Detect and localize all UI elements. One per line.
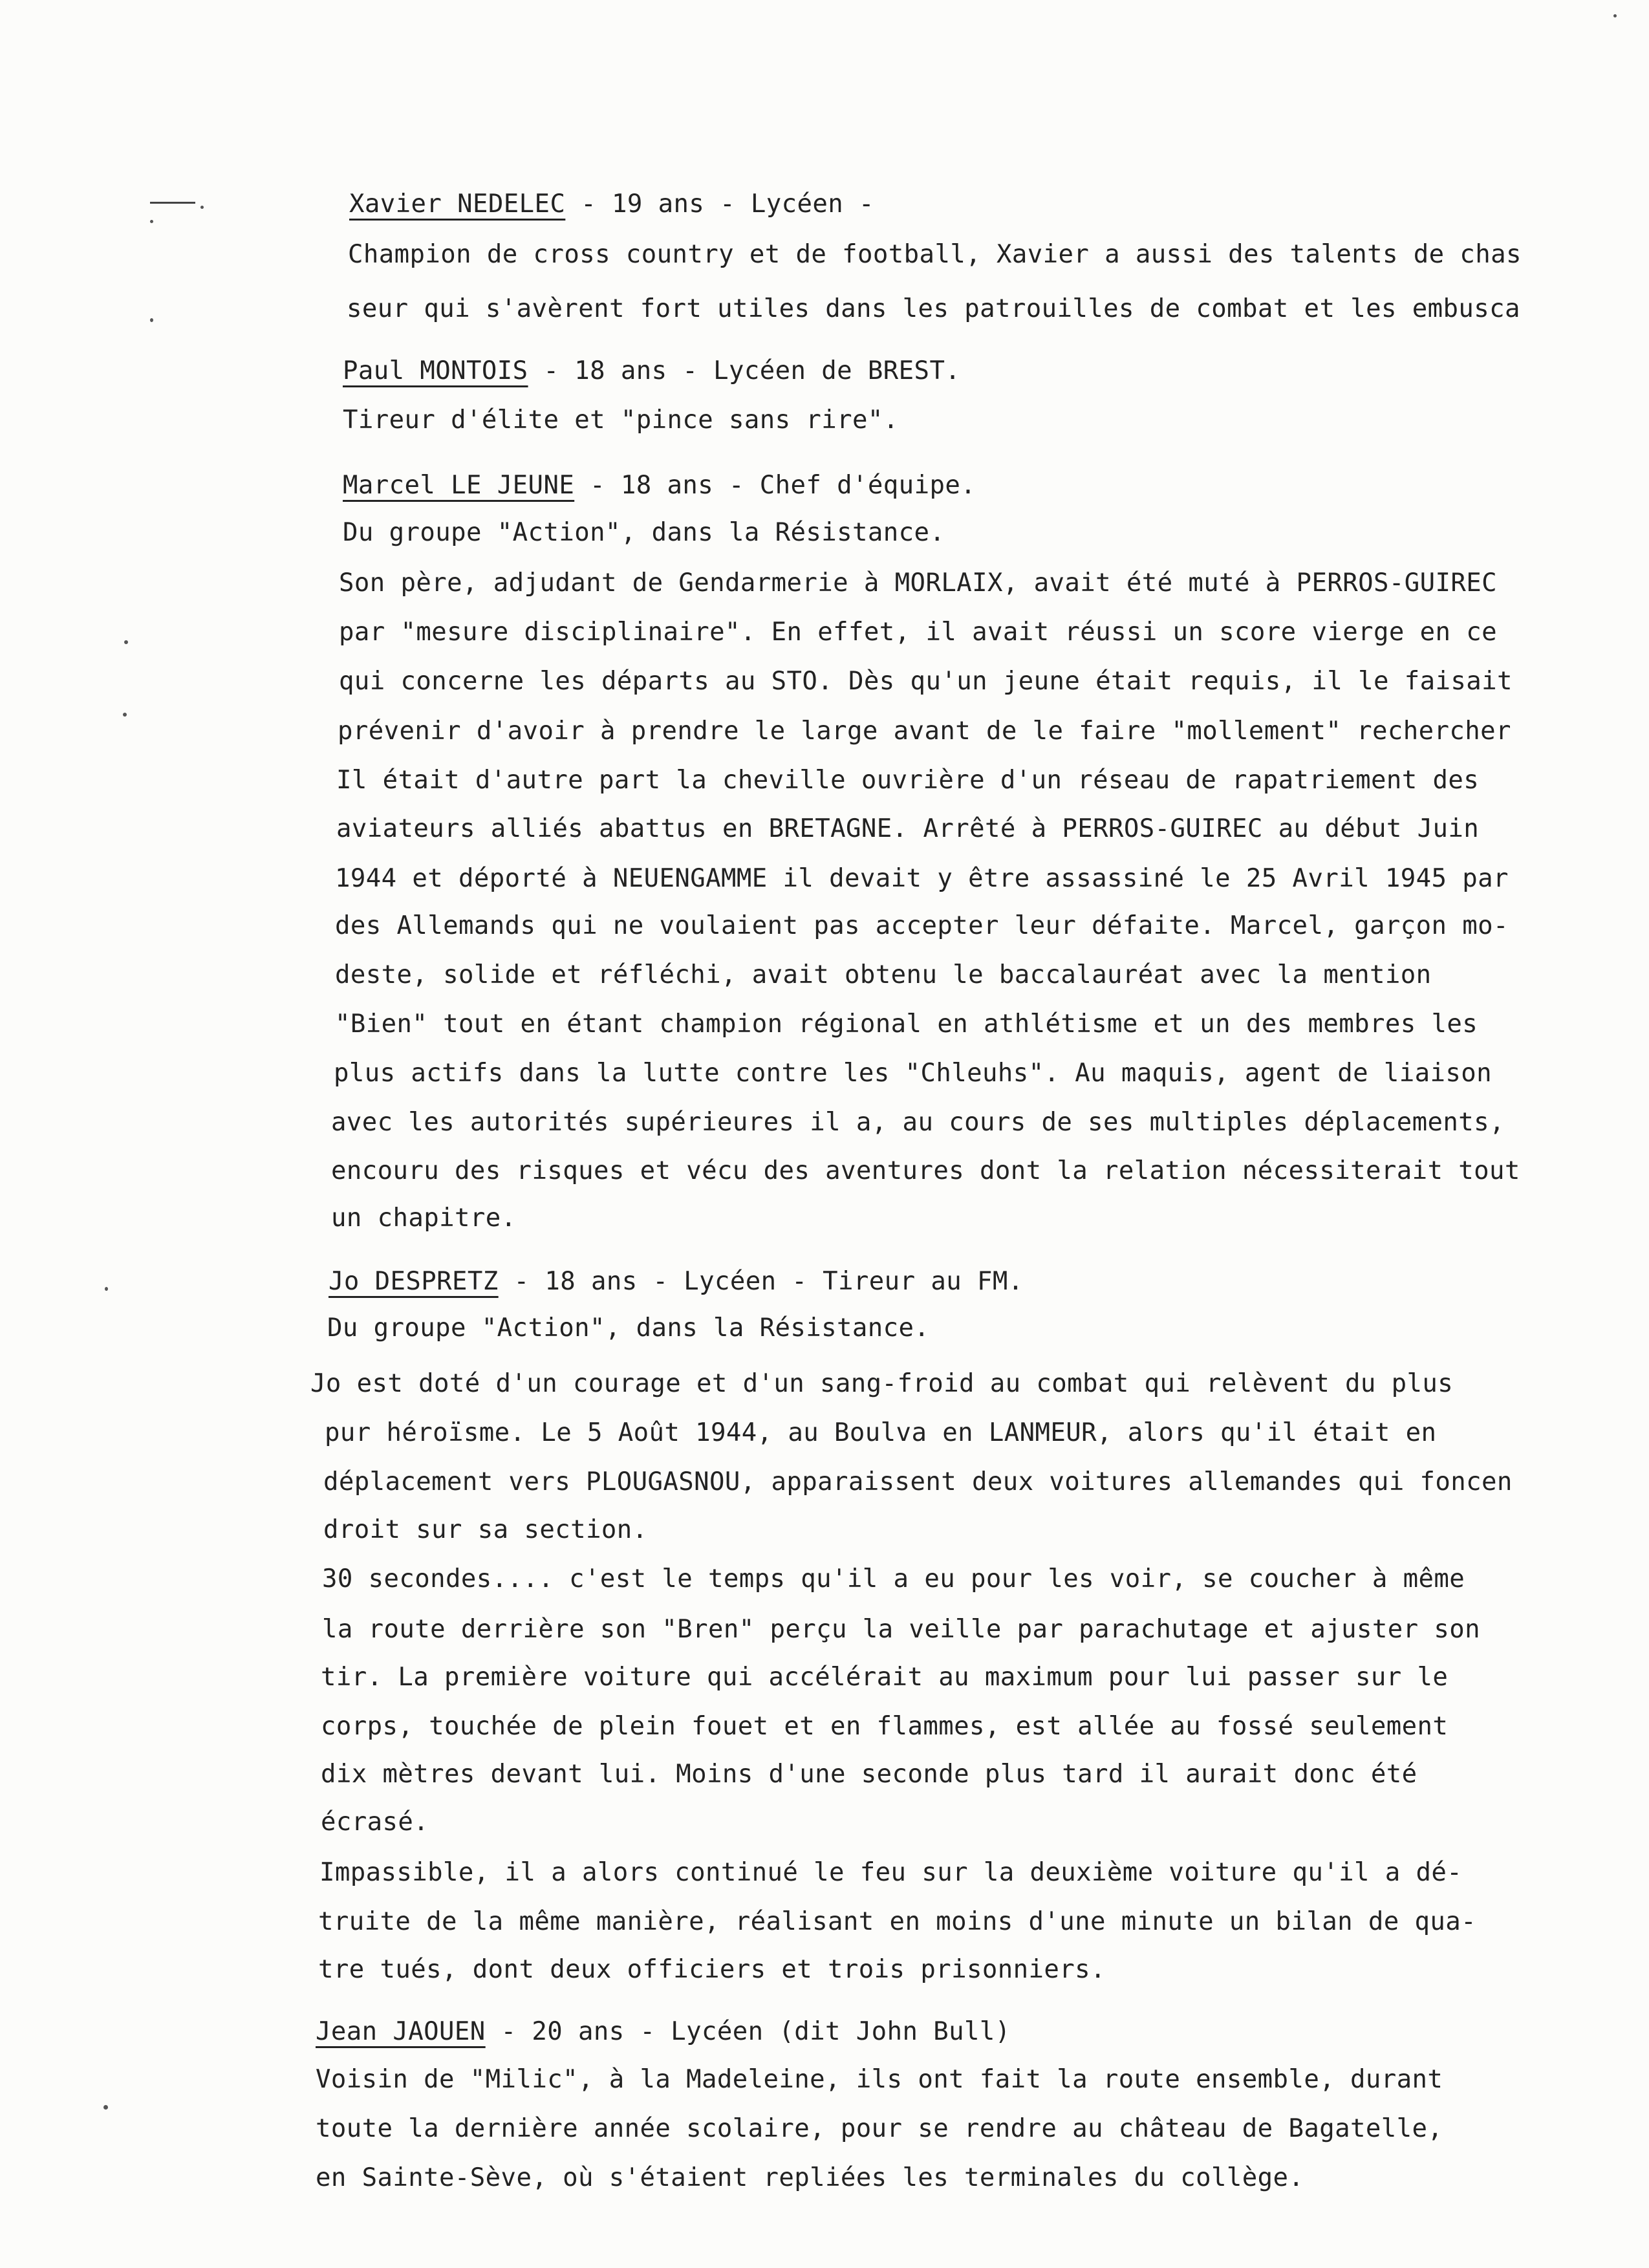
entry-name: Paul MONTOIS [343, 356, 528, 385]
entry-info: - 18 ans - Lycéen - Tireur au FM. [498, 1267, 1024, 1296]
entry-heading [349, 189, 874, 220]
margin-mark [150, 202, 195, 204]
entry-heading [343, 356, 960, 387]
margin-speck [150, 220, 153, 223]
body-line: Jo est doté d'un courage et d'un sang-froid au combat qui relèvent du plus [310, 1369, 1454, 1398]
margin-speck [103, 2105, 108, 2110]
body-line: écrasé. [321, 1808, 429, 1837]
body-line: prévenir d'avoir à prendre le large avant de le faire "mollement" rechercher [338, 717, 1511, 746]
body-line: Champion de cross country et de football, Xavier a aussi des talents de chas [348, 240, 1522, 269]
body-line: qui concerne les départs au STO. Dès qu'un jeune était requis, il le faisait [339, 667, 1513, 696]
body-line: tir. La première voiture qui accélérait au maximum pour lui passer sur le [321, 1663, 1449, 1692]
body-line: Du groupe "Action", dans la Résistance. [343, 518, 945, 547]
entry-heading [329, 1266, 1024, 1297]
body-line: un chapitre. [331, 1204, 517, 1233]
body-line: droit sur sa section. [323, 1515, 648, 1544]
body-line: la route derrière son "Bren" perçu la veille par parachutage et ajuster son [322, 1615, 1480, 1644]
body-line: tre tués, dont deux officiers et trois prisonniers. [318, 1955, 1106, 1984]
body-line: toute la dernière année scolaire, pour se rendre au château de Bagatelle, [316, 2114, 1443, 2143]
body-line: "Bien" tout en étant champion régional en athlétisme et un des membres les [335, 1010, 1478, 1039]
entry-info: - 18 ans - Chef d'équipe. [574, 471, 976, 500]
body-line: Tireur d'élite et "pince sans rire". [343, 405, 899, 435]
body-line: déplacement vers PLOUGASNOU, apparaissent deux voitures allemandes qui foncen [323, 1467, 1513, 1496]
margin-speck [1613, 14, 1617, 17]
entry-info: - 18 ans - Lycéen de BREST. [528, 356, 961, 385]
entry-heading [316, 2016, 1011, 2047]
body-line: plus actifs dans la lutte contre les "Chleuhs". Au maquis, agent de liaison [334, 1059, 1492, 1088]
body-line: Impassible, il a alors continué le feu sur la deuxième voiture qu'il a dé- [319, 1858, 1463, 1887]
entry-name: Xavier NEDELEC [349, 189, 566, 219]
entry-info: - 19 ans - Lycéen - [565, 189, 874, 219]
margin-speck [105, 1287, 108, 1291]
body-line: Il était d'autre part la cheville ouvrière d'un réseau de rapatriement des [336, 766, 1480, 795]
margin-speck [150, 318, 153, 322]
body-line: aviateurs alliés abattus en BRETAGNE. Arrêté à PERROS-GUIREC au début Juin [336, 814, 1480, 843]
entry-heading [343, 470, 976, 501]
body-line: Voisin de "Milic", à la Madeleine, ils ont fait la route ensemble, durant [316, 2065, 1443, 2094]
body-line: 1944 et déporté à NEUENGAMME il devait y être assassiné le 25 Avril 1945 par [335, 864, 1509, 893]
entry-info: - 20 ans - Lycéen (dit John Bull) [485, 2017, 1011, 2046]
body-line: truite de la même manière, réalisant en moins d'une minute un bilan de qua- [318, 1907, 1476, 1936]
entry-name: Jean JAOUEN [316, 2017, 486, 2046]
margin-speck [124, 640, 128, 644]
body-line: des Allemands qui ne voulaient pas accepter leur défaite. Marcel, garçon mo- [335, 911, 1509, 940]
body-line: seur qui s'avèrent fort utiles dans les patrouilles de combat et les embusca [347, 294, 1520, 323]
body-line: corps, touchée de plein fouet et en flammes, est allée au fossé seulement [321, 1712, 1449, 1741]
entry-name: Jo DESPRETZ [329, 1267, 499, 1296]
body-line: dix mètres devant lui. Moins d'une seconde plus tard il aurait donc été [321, 1760, 1417, 1789]
margin-speck [123, 713, 127, 717]
body-line: en Sainte-Sève, où s'étaient repliées les terminales du collège. [316, 2163, 1304, 2192]
entry-name: Marcel LE JEUNE [343, 471, 575, 500]
body-line: 30 secondes.... c'est le temps qu'il a eu pour les voir, se coucher à même [322, 1564, 1465, 1593]
body-line: avec les autorités supérieures il a, au cours de ses multiples déplacements, [331, 1108, 1505, 1137]
body-line: par "mesure disciplinaire". En effet, il avait réussi un score vierge en ce [339, 618, 1497, 647]
body-line: Du groupe "Action", dans la Résistance. [327, 1313, 930, 1343]
body-line: pur héroïsme. Le 5 Août 1944, au Boulva en LANMEUR, alors qu'il était en [325, 1418, 1437, 1447]
body-line: encouru des risques et vécu des aventures dont la relation nécessiterait tout [331, 1156, 1520, 1185]
body-line: deste, solide et réfléchi, avait obtenu le baccalauréat avec la mention [335, 960, 1432, 989]
margin-speck [200, 206, 204, 209]
body-line: Son père, adjudant de Gendarmerie à MORLAIX, avait été muté à PERROS-GUIREC [339, 568, 1497, 598]
